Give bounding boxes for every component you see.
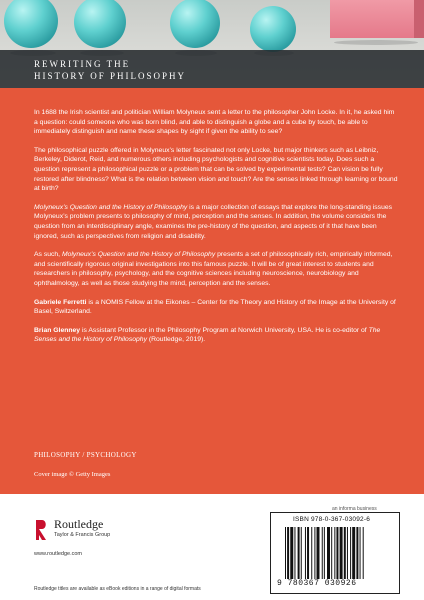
subject-category: PHILOSOPHY / PSYCHOLOGY bbox=[34, 451, 137, 459]
publisher-area bbox=[0, 494, 424, 600]
isbn-barcode bbox=[270, 512, 400, 594]
author-bio-1 bbox=[34, 298, 398, 317]
paragraph-summary bbox=[34, 250, 398, 288]
blurb bbox=[34, 108, 398, 354]
cover-credit: Cover image © Getty Images bbox=[34, 471, 111, 478]
related-book-title: The Senses and the History of Philosophy bbox=[34, 326, 381, 344]
series-title bbox=[34, 58, 334, 82]
isbn-label: ISBN 978-0-367-03092-6 bbox=[293, 516, 371, 523]
teal-sphere bbox=[170, 0, 220, 48]
publisher-name: Routledge bbox=[54, 517, 104, 531]
pink-cube-side bbox=[414, 0, 424, 38]
pink-cube bbox=[330, 0, 414, 38]
paragraph-puzzle: The philosophical puzzle offered in Molyneux’s letter fascinated not only Locke, but major thinkers such as Leibniz, Berkeley, Diderot, Reid, and numerous others including psychologists and cognitive scientists today. Does such a question represent a philosophical puzzle or a problem that can be solved by experimental tests? Can vision be fully restored after blindness? What is the relation between vision and touch? Are the senses linked through learning or bound at birth? bbox=[34, 146, 398, 193]
author-name: Gabriele Ferretti bbox=[34, 298, 87, 306]
book-title: Molyneux’s Question and the History of Philosophy bbox=[34, 203, 188, 211]
author-bio-text: (Routledge, 2019). bbox=[146, 336, 206, 344]
paragraph-intro: In 1688 the Irish scientist and politician William Molyneux sent a letter to the philosopher John Locke. In it, he asked him a question: could someone who was born blind, and able to distinguish a globe and a cube by touch, be able to immediately distinguish and name these shapes by sight if given the ability to see? bbox=[34, 109, 395, 136]
book-title: Molyneux’s Question and the History of Philosophy bbox=[61, 251, 216, 259]
author-bio-2 bbox=[34, 326, 398, 345]
informa-tagline: an informa business bbox=[332, 506, 377, 512]
author-bio-text: is a NOMIS Fellow at the Eikones – Center for the Theory and History of the Image at the University of Basel, Switzerland. bbox=[34, 298, 396, 316]
barcode-bars bbox=[285, 527, 389, 579]
teal-sphere bbox=[4, 0, 58, 48]
publisher-url[interactable]: www.routledge.com bbox=[34, 551, 82, 557]
routledge-logo-icon bbox=[34, 518, 49, 542]
barcode-number: 9 780367 030926 bbox=[277, 579, 357, 588]
teal-sphere bbox=[74, 0, 126, 48]
ebook-note: Routledge titles are available as eBook editions in a range of digital formats bbox=[34, 586, 201, 592]
paragraph-text: presents a set of philosophically rich, empirically informed, and scientifically rigorous original investigations into this famous puzzle. It will be of great interest to students and researchers in philosophy, psychology, and the cognitive sciences including neuroscience, neurobiology and ophthalmology, as well as those studying the mind, perception and the senses. bbox=[34, 251, 393, 287]
series-line-1: REWRITING THE bbox=[34, 59, 131, 69]
paragraph-collection bbox=[34, 203, 398, 241]
paragraph-text: is a major collection of essays that explore the long-standing issues Molyneux’s problem presents to philosophy of mind, perception and the senses. In addition, the volume considers the question from an interdisciplinary angle, examines the pre-history of the question, and aspects of it that have been ignored, such as perspectives from religion and disability. bbox=[34, 203, 393, 240]
author-bio-text: is Assistant Professor in the Philosophy Program at Norwich University, USA. He is co-editor of bbox=[80, 326, 369, 334]
teal-sphere bbox=[250, 6, 296, 52]
series-band bbox=[0, 50, 424, 88]
series-line-2: HISTORY OF PHILOSOPHY bbox=[34, 71, 187, 81]
publisher-group: Taylor & Francis Group bbox=[54, 532, 111, 538]
paragraph-text: As such, bbox=[34, 251, 62, 259]
cube-shadow bbox=[334, 40, 418, 45]
author-name: Brian Glenney bbox=[34, 326, 81, 334]
